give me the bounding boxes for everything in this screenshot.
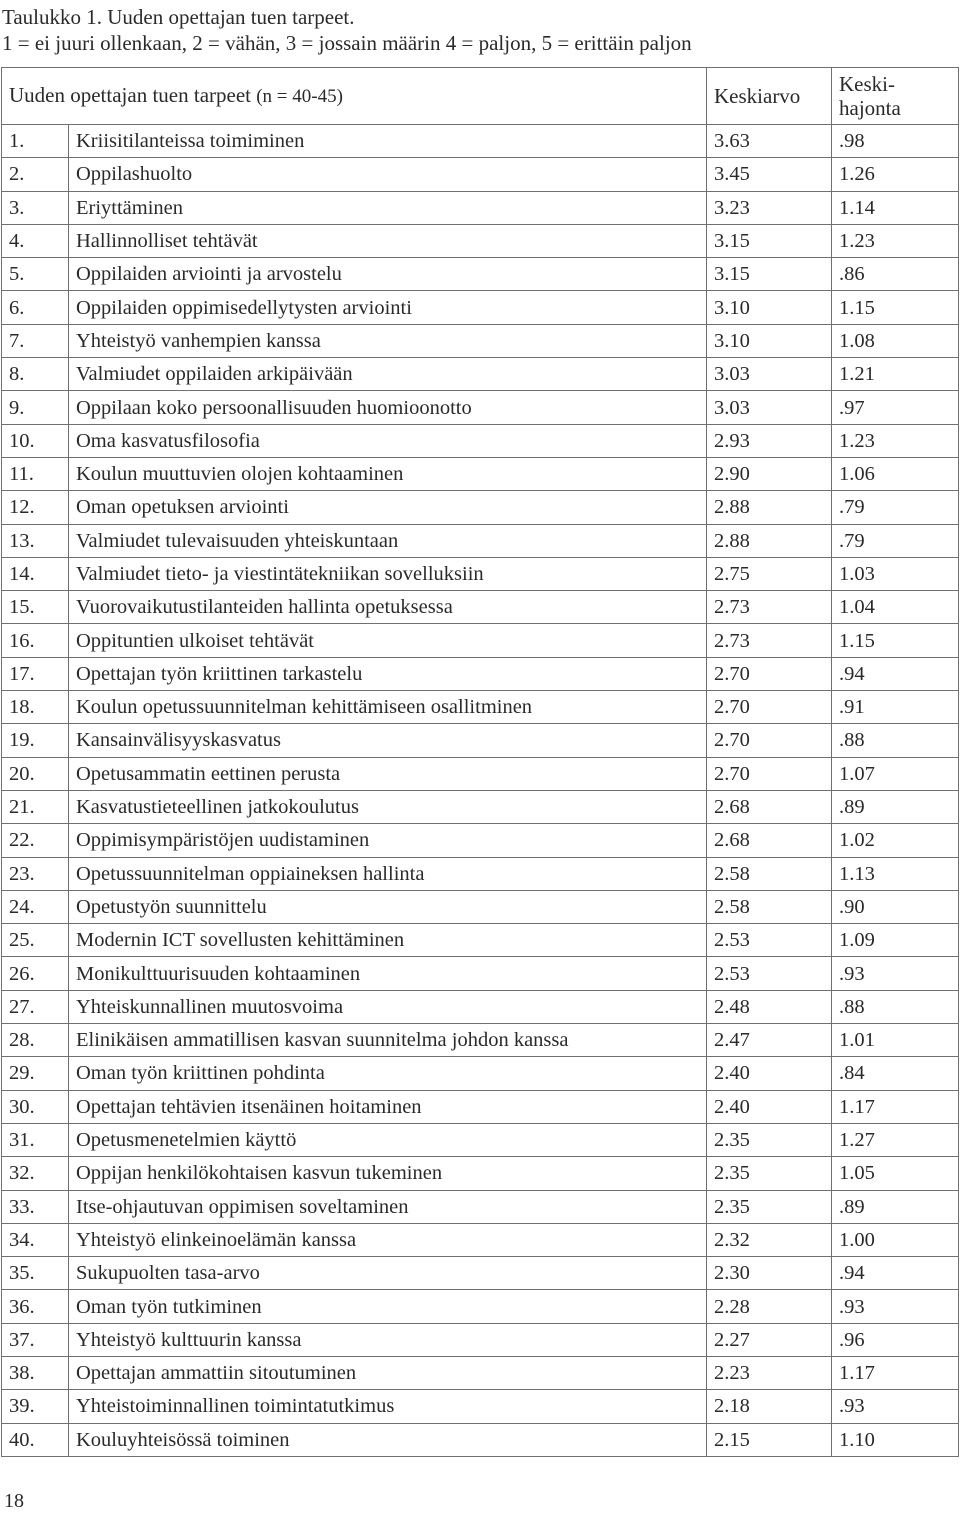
row-item: Vuorovaikutustilanteiden hallinta opetuksessa: [69, 591, 707, 624]
row-number: 18.: [2, 691, 69, 724]
table-row: [2, 524, 959, 557]
row-std-dev: 1.13: [832, 857, 959, 890]
table-row: [2, 724, 959, 757]
row-number: 24.: [2, 890, 69, 923]
row-mean: 3.45: [707, 158, 832, 191]
row-item: Koulun muuttuvien olojen kohtaaminen: [69, 457, 707, 490]
row-mean: 2.53: [707, 924, 832, 957]
table-row: [2, 191, 959, 224]
row-std-dev: 1.15: [832, 624, 959, 657]
row-number: 7.: [2, 324, 69, 357]
row-std-dev: .93: [832, 1290, 959, 1323]
row-std-dev: 1.23: [832, 224, 959, 257]
row-mean: 2.40: [707, 1057, 832, 1090]
row-item: Oman opetuksen arviointi: [69, 491, 707, 524]
rating-scale-legend: 1 = ei juuri ollenkaan, 2 = vähän, 3 = jossain määrin 4 = paljon, 5 = erittäin paljon: [2, 31, 692, 55]
row-item: Oppilashuolto: [69, 158, 707, 191]
row-mean: 3.10: [707, 291, 832, 324]
row-mean: 2.70: [707, 657, 832, 690]
row-number: 17.: [2, 657, 69, 690]
table-row: [2, 890, 959, 923]
row-item: Opettajan tehtävien itsenäinen hoitaminen: [69, 1090, 707, 1123]
row-item: Oman työn kriittinen pohdinta: [69, 1057, 707, 1090]
row-mean: 3.63: [707, 125, 832, 158]
table-row: [2, 1190, 959, 1223]
row-mean: 2.53: [707, 957, 832, 990]
row-std-dev: .89: [832, 1190, 959, 1223]
row-number: 25.: [2, 924, 69, 957]
row-mean: 3.15: [707, 224, 832, 257]
row-number: 6.: [2, 291, 69, 324]
table-row: [2, 857, 959, 890]
row-mean: 2.58: [707, 857, 832, 890]
table-row: [2, 457, 959, 490]
row-mean: 2.88: [707, 491, 832, 524]
row-std-dev: .96: [832, 1323, 959, 1356]
table-row: [2, 657, 959, 690]
row-mean: 2.32: [707, 1223, 832, 1256]
row-item: Oppilaiden arviointi ja arvostelu: [69, 258, 707, 291]
row-mean: 2.35: [707, 1123, 832, 1156]
row-item: Monikulttuurisuuden kohtaaminen: [69, 957, 707, 990]
table-row: [2, 624, 959, 657]
table-row: [2, 757, 959, 790]
row-number: 40.: [2, 1423, 69, 1456]
row-std-dev: 1.21: [832, 358, 959, 391]
table-row: [2, 424, 959, 457]
row-mean: 2.28: [707, 1290, 832, 1323]
row-std-dev: 1.07: [832, 757, 959, 790]
row-mean: 2.40: [707, 1090, 832, 1123]
row-item: Opetustyön suunnittelu: [69, 890, 707, 923]
row-std-dev: 1.02: [832, 824, 959, 857]
row-number: 32.: [2, 1157, 69, 1190]
row-number: 14.: [2, 557, 69, 590]
support-needs-table: [1, 67, 959, 1457]
table-row: [2, 1024, 959, 1057]
row-std-dev: 1.04: [832, 591, 959, 624]
header-std-dev-line1: Keski-: [839, 72, 895, 96]
row-std-dev: 1.10: [832, 1423, 959, 1456]
row-mean: 3.10: [707, 324, 832, 357]
row-number: 29.: [2, 1057, 69, 1090]
row-std-dev: .94: [832, 1257, 959, 1290]
row-item: Kriisitilanteissa toimiminen: [69, 125, 707, 158]
row-mean: 2.73: [707, 591, 832, 624]
row-std-dev: 1.23: [832, 424, 959, 457]
table-row: [2, 591, 959, 624]
row-item: Oppilaiden oppimisedellytysten arviointi: [69, 291, 707, 324]
table-caption-title: Taulukko 1. Uuden opettajan tuen tarpeet.: [2, 5, 355, 29]
row-mean: 2.73: [707, 624, 832, 657]
row-item: Eriyttäminen: [69, 191, 707, 224]
row-std-dev: 1.03: [832, 557, 959, 590]
row-std-dev: .90: [832, 890, 959, 923]
row-number: 2.: [2, 158, 69, 191]
row-std-dev: 1.05: [832, 1157, 959, 1190]
row-std-dev: .97: [832, 391, 959, 424]
table-row: [2, 1090, 959, 1123]
row-item: Koulun opetussuunnitelman kehittämiseen osallitminen: [69, 691, 707, 724]
row-number: 20.: [2, 757, 69, 790]
row-mean: 2.68: [707, 790, 832, 823]
row-std-dev: 1.01: [832, 1024, 959, 1057]
row-std-dev: .79: [832, 524, 959, 557]
table-row: [2, 1223, 959, 1256]
row-number: 36.: [2, 1290, 69, 1323]
row-mean: 2.15: [707, 1423, 832, 1456]
table-body: [2, 125, 959, 1457]
row-number: 19.: [2, 724, 69, 757]
row-number: 30.: [2, 1090, 69, 1123]
row-mean: 2.18: [707, 1390, 832, 1423]
row-mean: 2.48: [707, 990, 832, 1023]
table-row: [2, 1390, 959, 1423]
table-row: [2, 291, 959, 324]
row-number: 23.: [2, 857, 69, 890]
row-number: 10.: [2, 424, 69, 457]
row-item: Sukupuolten tasa-arvo: [69, 1257, 707, 1290]
row-mean: 2.88: [707, 524, 832, 557]
header-mean: Keskiarvo: [707, 68, 832, 125]
row-item: Kouluyhteisössä toiminen: [69, 1423, 707, 1456]
row-number: 5.: [2, 258, 69, 291]
row-number: 22.: [2, 824, 69, 857]
row-item: Itse-ohjautuvan oppimisen soveltaminen: [69, 1190, 707, 1223]
row-number: 11.: [2, 457, 69, 490]
row-std-dev: .88: [832, 724, 959, 757]
row-mean: 2.35: [707, 1190, 832, 1223]
table-row: [2, 158, 959, 191]
table-row: [2, 1123, 959, 1156]
row-mean: 2.58: [707, 890, 832, 923]
row-item: Opettajan ammattiin sitoutuminen: [69, 1356, 707, 1389]
row-item: Elinikäisen ammatillisen kasvan suunnitelma johdon kanssa: [69, 1024, 707, 1057]
row-std-dev: .94: [832, 657, 959, 690]
table-row: [2, 391, 959, 424]
table-row: [2, 1323, 959, 1356]
row-item: Opetussuunnitelman oppiaineksen hallinta: [69, 857, 707, 890]
row-std-dev: .89: [832, 790, 959, 823]
row-mean: 3.15: [707, 258, 832, 291]
row-std-dev: 1.17: [832, 1356, 959, 1389]
row-mean: 2.93: [707, 424, 832, 457]
header-sample-size: (n = 40-45): [256, 86, 343, 107]
row-number: 9.: [2, 391, 69, 424]
page-number: 18: [4, 1490, 24, 1512]
table-row: [2, 258, 959, 291]
row-std-dev: 1.27: [832, 1123, 959, 1156]
row-mean: 2.68: [707, 824, 832, 857]
row-std-dev: 1.08: [832, 324, 959, 357]
row-item: Kasvatustieteellinen jatkokoulutus: [69, 790, 707, 823]
row-mean: 2.70: [707, 691, 832, 724]
row-mean: 2.35: [707, 1157, 832, 1190]
table-row: [2, 1057, 959, 1090]
row-item: Opetusmenetelmien käyttö: [69, 1123, 707, 1156]
row-number: 8.: [2, 358, 69, 391]
table-row: [2, 1157, 959, 1190]
table-row: [2, 790, 959, 823]
row-item: Yhteistyö kulttuurin kanssa: [69, 1323, 707, 1356]
row-item: Yhteistoiminnallinen toimintatutkimus: [69, 1390, 707, 1423]
row-item: Modernin ICT sovellusten kehittäminen: [69, 924, 707, 957]
row-item: Valmiudet tieto- ja viestintätekniikan sovelluksiin: [69, 557, 707, 590]
row-number: 31.: [2, 1123, 69, 1156]
row-item: Hallinnolliset tehtävät: [69, 224, 707, 257]
table-row: [2, 491, 959, 524]
table-row: [2, 1356, 959, 1389]
table-row: [2, 990, 959, 1023]
row-number: 12.: [2, 491, 69, 524]
table-row: [2, 557, 959, 590]
row-std-dev: .88: [832, 990, 959, 1023]
row-std-dev: 1.06: [832, 457, 959, 490]
row-std-dev: 1.09: [832, 924, 959, 957]
table-row: [2, 1257, 959, 1290]
row-std-dev: .84: [832, 1057, 959, 1090]
row-item: Valmiudet oppilaiden arkipäivään: [69, 358, 707, 391]
row-std-dev: 1.15: [832, 291, 959, 324]
table-header-row: [2, 68, 959, 125]
table-row: [2, 1290, 959, 1323]
row-mean: 2.27: [707, 1323, 832, 1356]
row-item: Opettajan työn kriittinen tarkastelu: [69, 657, 707, 690]
row-mean: 3.03: [707, 391, 832, 424]
row-number: 1.: [2, 125, 69, 158]
row-mean: 3.23: [707, 191, 832, 224]
row-mean: 2.70: [707, 757, 832, 790]
table-row: [2, 224, 959, 257]
row-std-dev: .91: [832, 691, 959, 724]
row-number: 33.: [2, 1190, 69, 1223]
row-number: 13.: [2, 524, 69, 557]
table-row: [2, 358, 959, 391]
row-item: Yhteistyö elinkeinoelämän kanssa: [69, 1223, 707, 1256]
row-std-dev: 1.14: [832, 191, 959, 224]
row-number: 27.: [2, 990, 69, 1023]
table-row: [2, 691, 959, 724]
row-item: Kansainvälisyyskasvatus: [69, 724, 707, 757]
row-number: 37.: [2, 1323, 69, 1356]
row-std-dev: 1.26: [832, 158, 959, 191]
row-number: 35.: [2, 1257, 69, 1290]
header-std-dev-line2: hajonta: [839, 96, 901, 120]
table-row: [2, 924, 959, 957]
row-std-dev: .93: [832, 1390, 959, 1423]
row-item: Oppijan henkilökohtaisen kasvun tukeminen: [69, 1157, 707, 1190]
row-mean: 2.75: [707, 557, 832, 590]
row-mean: 2.90: [707, 457, 832, 490]
row-number: 3.: [2, 191, 69, 224]
table-row: [2, 957, 959, 990]
row-item: Oppilaan koko persoonallisuuden huomioonotto: [69, 391, 707, 424]
row-number: 34.: [2, 1223, 69, 1256]
row-item: Opetusammatin eettinen perusta: [69, 757, 707, 790]
row-std-dev: 1.00: [832, 1223, 959, 1256]
row-mean: 3.03: [707, 358, 832, 391]
row-mean: 2.23: [707, 1356, 832, 1389]
header-table-title: [2, 68, 707, 125]
row-item: Yhteiskunnallinen muutosvoima: [69, 990, 707, 1023]
row-number: 16.: [2, 624, 69, 657]
row-std-dev: .98: [832, 125, 959, 158]
row-number: 39.: [2, 1390, 69, 1423]
row-std-dev: 1.17: [832, 1090, 959, 1123]
row-item: Oman työn tutkiminen: [69, 1290, 707, 1323]
row-std-dev: .86: [832, 258, 959, 291]
row-std-dev: .79: [832, 491, 959, 524]
row-number: 38.: [2, 1356, 69, 1389]
row-number: 15.: [2, 591, 69, 624]
table-row: [2, 824, 959, 857]
header-title-text: Uuden opettajan tuen tarpeet: [9, 83, 251, 107]
row-item: Oppituntien ulkoiset tehtävät: [69, 624, 707, 657]
row-item: Valmiudet tulevaisuuden yhteiskuntaan: [69, 524, 707, 557]
row-item: Oma kasvatusfilosofia: [69, 424, 707, 457]
row-std-dev: .93: [832, 957, 959, 990]
row-mean: 2.47: [707, 1024, 832, 1057]
row-item: Yhteistyö vanhempien kanssa: [69, 324, 707, 357]
row-number: 26.: [2, 957, 69, 990]
table-row: [2, 125, 959, 158]
row-number: 4.: [2, 224, 69, 257]
row-number: 28.: [2, 1024, 69, 1057]
row-item: Oppimisympäristöjen uudistaminen: [69, 824, 707, 857]
row-mean: 2.30: [707, 1257, 832, 1290]
table-row: [2, 324, 959, 357]
row-number: 21.: [2, 790, 69, 823]
table-row: [2, 1423, 959, 1456]
row-mean: 2.70: [707, 724, 832, 757]
header-std-dev: [832, 68, 959, 125]
